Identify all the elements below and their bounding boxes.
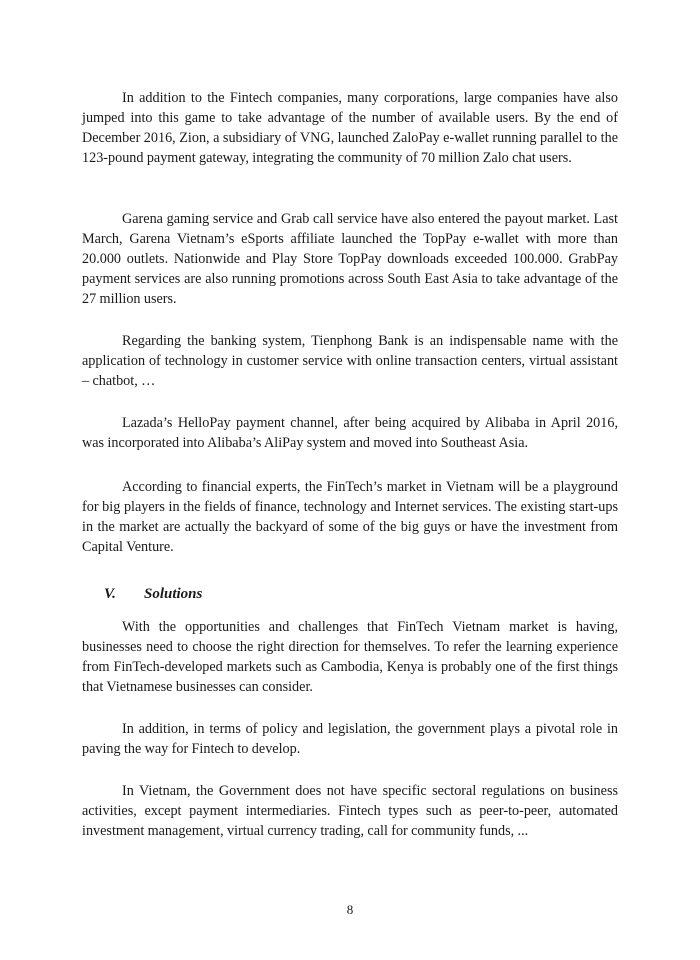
section-number: V.: [104, 586, 116, 602]
paragraph-government-regulations: In Vietnam, the Government does not have specific sectoral regulations on business activities, except payment intermediaries. Fintech types such as peer-to-peer, automated investment management, virtual currency trading, call for community funds, ...: [82, 783, 618, 839]
section-heading: [104, 586, 202, 603]
paragraph-fintech-corporations: In addition to the Fintech companies, many corporations, large companies have also jumped into this game to take advantage of the number of available users. By the end of December 2016, Zion, a subsidiary of VNG, launched ZaloPay e-wallet running parallel to the 123-pound payment gateway, integrating the community of 70 million Zalo chat users.: [82, 90, 618, 166]
section-title: Solutions: [144, 586, 203, 602]
page-number: 8: [346, 902, 354, 917]
paragraph-lazada-hellopay: Lazada’s HelloPay payment channel, after being acquired by Alibaba in April 2016, was incorporated into Alibaba’s AliPay system and moved into Southeast Asia.: [82, 415, 618, 451]
paragraph-policy-legislation: In addition, in terms of policy and legislation, the government plays a pivotal role in paving the way for Fintech to develop.: [82, 721, 618, 757]
paragraph-opportunities: With the opportunities and challenges that FinTech Vietnam market is having, businesses need to choose the right direction for themselves. To refer the learning experience from FinTech-developed markets such as Cambodia, Kenya is probably one of the first things that Vietnamese businesses can consider.: [82, 619, 618, 695]
paragraph-banking-system: Regarding the banking system, Tienphong Bank is an indispensable name with the application of technology in customer service with online transaction centers, virtual assistant – chatbot, …: [82, 333, 618, 389]
paragraph-financial-experts: According to financial experts, the FinTech’s market in Vietnam will be a playground for big players in the fields of finance, technology and Internet services. The existing start-ups in the market are actually the backyard of some of the big guys or have the investment from Capital Venture.: [82, 479, 618, 555]
paragraph-garena-grab: Garena gaming service and Grab call service have also entered the payout market. Last March, Garena Vietnam’s eSports affiliate launched the TopPay e-wallet with more than 20.000 outlets. Nationwide and Play Store TopPay downloads exceeded 100.000. GrabPay payment services are also running promotions across South East Asia to take advantage of the 27 million users.: [82, 211, 618, 307]
